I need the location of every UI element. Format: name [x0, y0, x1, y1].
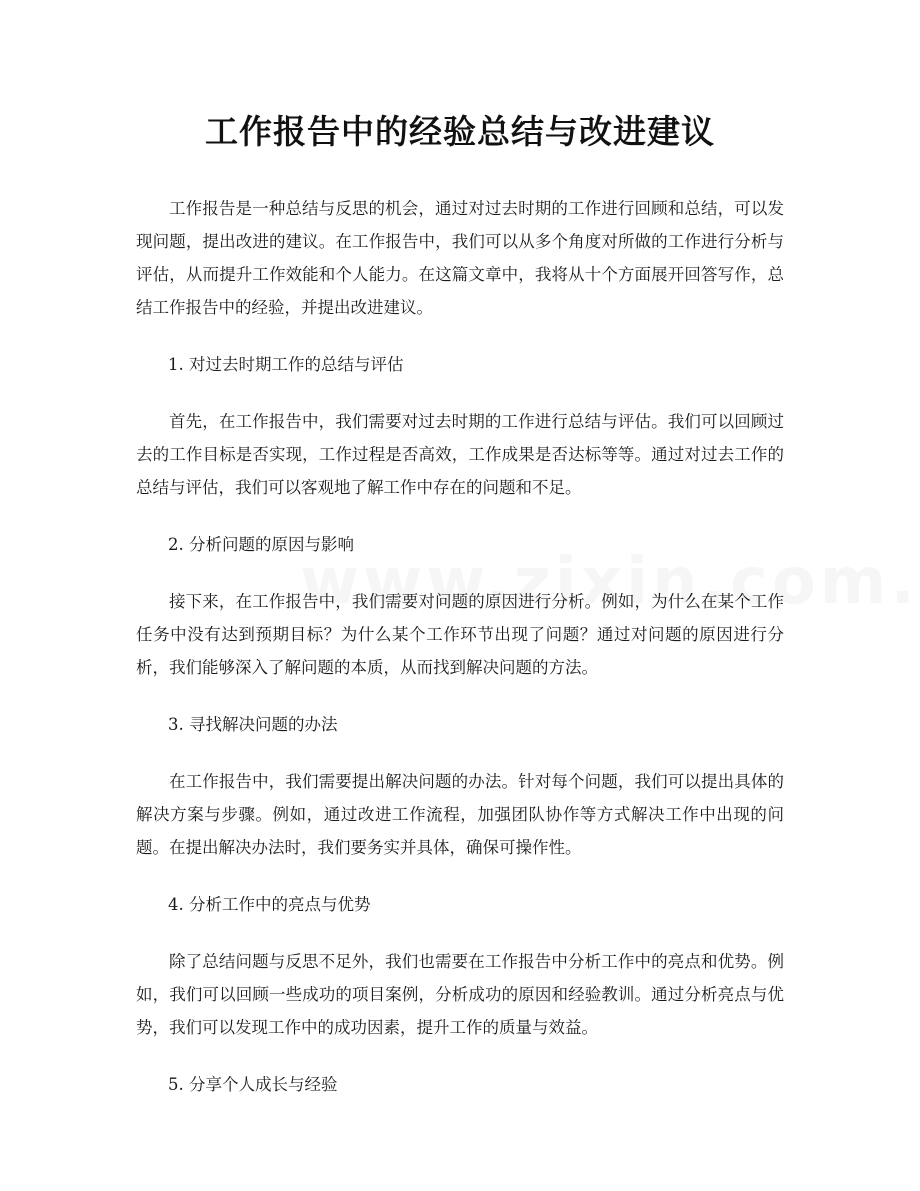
- intro-paragraph: 工作报告是一种总结与反思的机会，通过对过去时期的工作进行回顾和总结，可以发现问题，提出改进的建议。在工作报告中，我们可以从多个角度对所做的工作进行分析与评估，从而提升工作效能和个人能力。在这篇文章中，我将从十个方面展开回答写作，总结工作报告中的经验，并提出改进建议。: [136, 199, 784, 317]
- section-heading-1: 1. 对过去时期工作的总结与评估: [168, 355, 404, 374]
- section-heading-5: 5. 分享个人成长与经验: [168, 1075, 338, 1094]
- section-paragraph-4: 除了总结问题与反思不足外，我们也需要在工作报告中分析工作中的亮点和优势。例如，我们可以回顾一些成功的项目案例，分析成功的原因和经验教训。通过分析亮点与优势，我们可以发现工作中的成功因素，提升工作的质量与效益。: [136, 952, 784, 1037]
- document-title: 工作报告中的经验总结与改进建议: [205, 112, 715, 151]
- section-heading-2: 2. 分析问题的原因与影响: [168, 535, 354, 554]
- section-paragraph-1: 首先，在工作报告中，我们需要对过去时期的工作进行总结与评估。我们可以回顾过去的工作目标是否实现，工作过程是否高效，工作成果是否达标等等。通过对过去工作的总结与评估，我们可以客观地了解工作中存在的问题和不足。: [136, 412, 784, 497]
- section-heading-4: 4. 分析工作中的亮点与优势: [168, 895, 371, 914]
- section-paragraph-3: 在工作报告中，我们需要提出解决问题的办法。针对每个问题，我们可以提出具体的解决方案与步骤。例如，通过改进工作流程，加强团队协作等方式解决工作中出现的问题。在提出解决办法时，我们要务实并具体，确保可操作性。: [136, 772, 784, 857]
- section-heading-3: 3. 寻找解决问题的办法: [168, 715, 338, 734]
- section-paragraph-2: 接下来，在工作报告中，我们需要对问题的原因进行分析。例如，为什么在某个工作任务中没有达到预期目标？为什么某个工作环节出现了问题？通过对问题的原因进行分析，我们能够深入了解问题的本质，从而找到解决问题的方法。: [136, 592, 784, 677]
